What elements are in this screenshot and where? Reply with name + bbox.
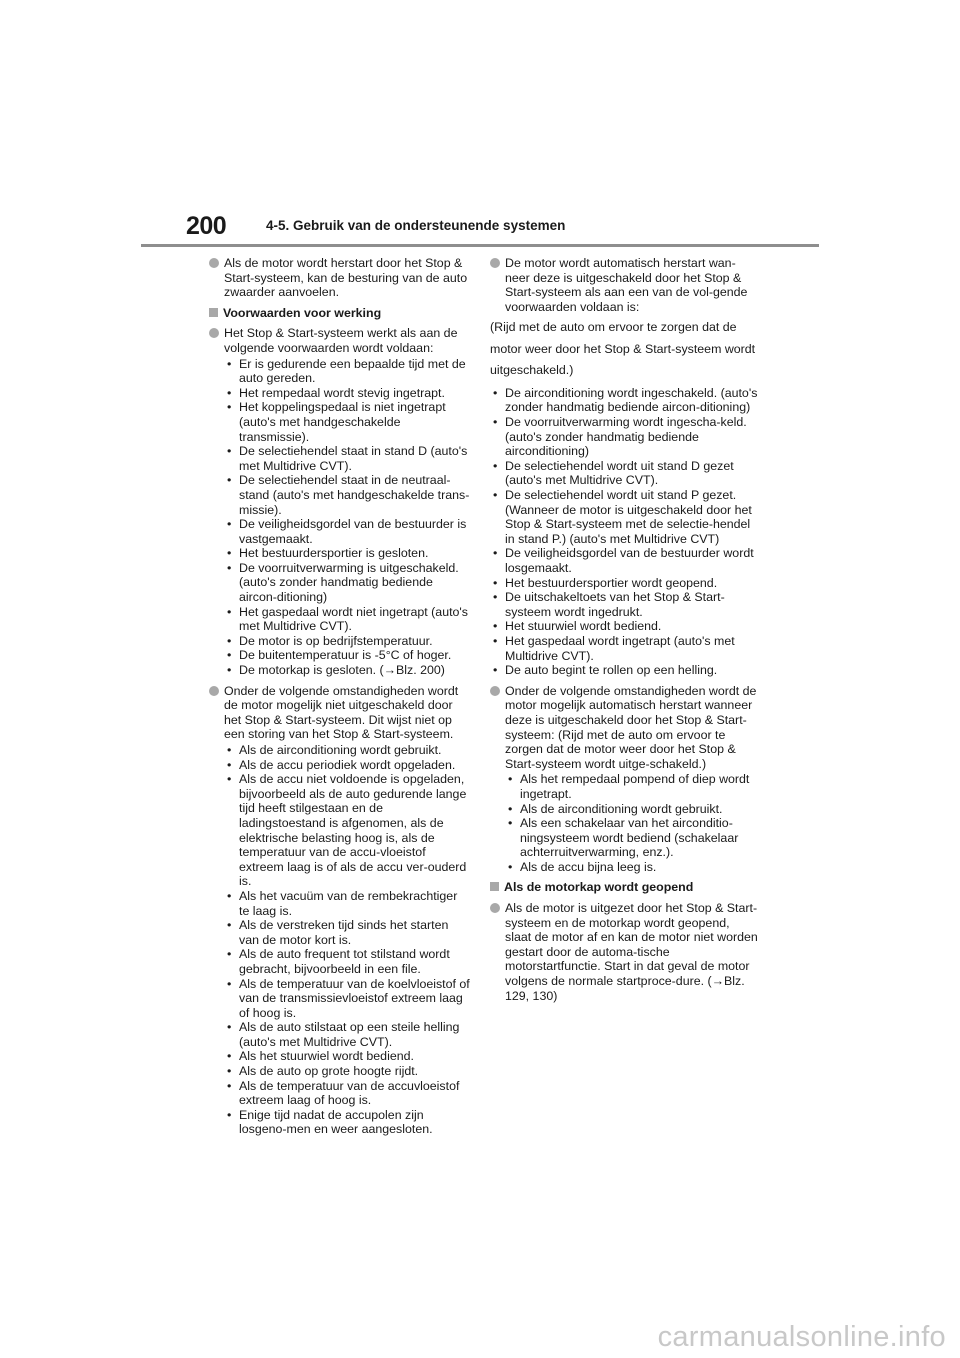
list-dot-icon: • bbox=[227, 976, 232, 991]
list-item-text: Als de accu niet voldoende is opgeladen, bijvoorbeeld als de auto gedurende lange tijd heeft stilgestaan en de ladingstoestand is afgenomen, als de elektrische belasting hoog is, als de temperatuur van de accu-vloeistof extreem laag is of als de accu ver-ouderd is. bbox=[239, 772, 467, 889]
list-item bbox=[224, 1049, 471, 1064]
condition-list bbox=[505, 772, 758, 874]
list-dot-icon: • bbox=[493, 575, 498, 590]
list-item bbox=[224, 889, 471, 918]
list-item-text: Als het vacuüm van de rembekrachtiger te laag is. bbox=[239, 888, 458, 918]
left-column bbox=[209, 256, 471, 1143]
list-item-text: De selectiehendel staat in de neutraal-stand (auto's met handgeschakelde trans-missie). bbox=[239, 473, 470, 517]
list-dot-icon: • bbox=[493, 619, 498, 634]
list-dot-icon: • bbox=[508, 801, 513, 816]
list-item bbox=[224, 1020, 471, 1049]
list-item bbox=[490, 634, 758, 663]
right-column bbox=[490, 256, 758, 1009]
list-dot-icon: • bbox=[227, 385, 232, 400]
bullet-paragraph bbox=[209, 326, 471, 677]
list-item-text: Het bestuurdersportier wordt geopend. bbox=[505, 575, 718, 590]
list-item-text: De auto begint te rollen op een helling. bbox=[505, 663, 718, 678]
watermark: carmanualsonline.info bbox=[657, 1321, 946, 1353]
list-item-text: Enige tijd nadat de accupolen zijn losgeno-men en weer aangesloten. bbox=[239, 1107, 433, 1137]
list-item bbox=[224, 918, 471, 947]
list-item-text: De buitentemperatuur is -5°C of hoger. bbox=[239, 648, 452, 663]
bullet-paragraph bbox=[490, 684, 758, 875]
list-dot-icon: • bbox=[227, 663, 232, 678]
paragraph-text: Onder de volgende omstandigheden wordt de motor mogelijk niet uitgeschakeld door het Stop & Start-systeem. Dit wijst niet op een storing van het Stop & Start-systeem. bbox=[224, 683, 459, 742]
list-item-text: Als de verstreken tijd sinds het starten van de motor kort is. bbox=[239, 918, 449, 947]
list-item bbox=[224, 947, 471, 976]
list-item bbox=[490, 459, 758, 488]
list-item-text: Als de temperatuur van de accuvloeistof extreem laag of hoog is. bbox=[239, 1078, 460, 1108]
list-item-text: Het bestuurdersportier is gesloten. bbox=[239, 546, 429, 561]
list-item-text: Als een schakelaar van het airconditio-ningsysteem wordt bediend (schakelaar achterruitverwarming, enz.). bbox=[520, 816, 739, 860]
list-item bbox=[505, 772, 758, 801]
list-item bbox=[490, 415, 758, 459]
list-item-text: De selectiehendel wordt uit stand D gezet (auto's met Multidrive CVT). bbox=[505, 458, 734, 488]
list-item bbox=[224, 977, 471, 1021]
list-item bbox=[224, 386, 471, 401]
list-dot-icon: • bbox=[508, 772, 513, 787]
list-item-text: De voorruitverwarming is uitgeschakeld. (auto's zonder handmatig bediende aircon-ditioning) bbox=[239, 560, 459, 605]
list-item bbox=[224, 743, 471, 758]
list-item-text: Als de airconditioning wordt gebruikt. bbox=[520, 801, 723, 816]
list-item-text: De uitschakeltoets van het Stop & Start-systeem wordt ingedrukt. bbox=[505, 590, 725, 619]
bullet-paragraph bbox=[209, 684, 471, 1137]
list-dot-icon: • bbox=[227, 356, 232, 371]
list-dot-icon: • bbox=[227, 546, 232, 561]
list-dot-icon: • bbox=[227, 648, 232, 663]
bullet-dot-icon bbox=[209, 258, 219, 268]
subheading-text: Voorwaarden voor werking bbox=[223, 305, 382, 320]
list-item bbox=[505, 860, 758, 875]
list-item-text: Als het stuurwiel wordt bediend. bbox=[239, 1049, 414, 1064]
list-item-text: Het stuurwiel wordt bediend. bbox=[505, 619, 662, 634]
bullet-paragraph bbox=[490, 901, 758, 1003]
list-item-text: Er is gedurende een bepaalde tijd met de auto gereden. bbox=[239, 356, 466, 386]
list-dot-icon: • bbox=[508, 859, 513, 874]
list-item-text: De motor is op bedrijfstemperatuur. bbox=[239, 633, 433, 648]
list-item-text: De veiligheidsgordel van de bestuurder is vastgemaakt. bbox=[239, 517, 467, 546]
list-dot-icon: • bbox=[227, 400, 232, 415]
list-dot-icon: • bbox=[508, 816, 513, 831]
list-item bbox=[224, 444, 471, 473]
note-paragraph: (Rijd met de auto om ervoor te zorgen dat de motor weer door het Stop & Start-systeem wordt uitgeschakeld.) bbox=[490, 320, 756, 378]
list-item-text: De selectiehendel wordt uit stand P gezet. (Wanneer de motor is uitgeschakeld door het Stop & Start-systeem met de selectie-hendel in stand P.) (auto's met Multidrive CVT) bbox=[505, 488, 752, 546]
list-dot-icon: • bbox=[227, 633, 232, 648]
square-bullet-icon bbox=[209, 308, 218, 317]
paragraph-text: De motor wordt automatisch herstart wan-neer deze is uitgeschakeld door het Stop & Start-systeem als aan een van de vol-gende voorwaarden voldaan is: bbox=[505, 256, 748, 314]
list-item bbox=[224, 357, 471, 386]
list-dot-icon: • bbox=[493, 546, 498, 561]
paragraph-text: Als de motor is uitgezet door het Stop & Start-systeem en de motorkap wordt geopend, slaat de motor af en kan de motor niet worden gestart door de automa-tische motorstartfunctie. Start in dat geval de motor volgens de normale startproce-dure. (→Blz. 129, 130) bbox=[505, 901, 758, 1003]
list-item-text: Als het rempedaal pompend of diep wordt ingetrapt. bbox=[520, 772, 750, 801]
bullet-dot-icon bbox=[209, 686, 219, 696]
list-item bbox=[490, 619, 758, 634]
list-item bbox=[490, 576, 758, 591]
list-dot-icon: • bbox=[227, 473, 232, 488]
list-dot-icon: • bbox=[227, 918, 232, 933]
list-dot-icon: • bbox=[227, 743, 232, 757]
condition-list bbox=[224, 357, 471, 678]
list-item bbox=[224, 772, 471, 889]
bullet-dot-icon bbox=[490, 258, 500, 268]
list-item bbox=[224, 546, 471, 561]
list-dot-icon: • bbox=[493, 663, 498, 678]
list-item bbox=[224, 663, 471, 678]
list-item-text: Het gaspedaal wordt ingetrapt (auto's met Multidrive CVT). bbox=[505, 633, 735, 663]
list-item-text: Het gaspedaal wordt niet ingetrapt (auto's met Multidrive CVT). bbox=[239, 604, 468, 634]
subheading-text: Als de motorkap wordt geopend bbox=[504, 880, 694, 895]
list-item-text: De voorruitverwarming wordt ingescha-keld. (auto's zonder handmatig bediende airconditioning) bbox=[505, 415, 747, 459]
list-item-text: De veiligheidsgordel van de bestuurder wordt losgemaakt. bbox=[505, 546, 754, 575]
list-item bbox=[224, 648, 471, 663]
subheading-conditions bbox=[209, 306, 471, 321]
list-dot-icon: • bbox=[493, 633, 498, 648]
bullet-paragraph bbox=[490, 256, 758, 314]
list-item bbox=[224, 517, 471, 546]
list-item bbox=[505, 802, 758, 817]
subheading-hood bbox=[490, 880, 758, 895]
list-item-text: Het koppelingspedaal is niet ingetrapt (auto's met handgeschakelde transmissie). bbox=[239, 400, 446, 444]
list-item bbox=[490, 386, 758, 415]
bullet-dot-icon bbox=[490, 903, 500, 913]
list-item-text: Als de accu periodiek wordt opgeladen. bbox=[239, 757, 456, 772]
list-dot-icon: • bbox=[227, 604, 232, 619]
list-item-text: Als de auto frequent tot stilstand wordt gebracht, bijvoorbeeld in een file. bbox=[239, 947, 450, 976]
bullet-dot-icon bbox=[490, 686, 500, 696]
list-item bbox=[505, 816, 758, 860]
list-item bbox=[490, 488, 758, 546]
list-dot-icon: • bbox=[493, 488, 498, 503]
paragraph-text: Als de motor wordt herstart door het Stop & Start-systeem, kan de besturing van de auto zwaarder aanvoelen. bbox=[224, 256, 468, 300]
list-item bbox=[224, 605, 471, 634]
list-item bbox=[490, 546, 758, 575]
list-item bbox=[224, 473, 471, 517]
list-item bbox=[224, 1079, 471, 1108]
list-item bbox=[224, 758, 471, 773]
list-item bbox=[224, 1108, 471, 1137]
condition-list bbox=[490, 386, 758, 678]
square-bullet-icon bbox=[490, 882, 499, 891]
header-rule bbox=[141, 244, 819, 247]
list-dot-icon: • bbox=[227, 1020, 232, 1035]
list-item-text: De airconditioning wordt ingeschakeld. (auto's zonder handmatig bediende aircon-ditioning) bbox=[505, 385, 758, 415]
page-number: 200 bbox=[186, 212, 227, 240]
list-item-text: Als de accu bijna leeg is. bbox=[520, 859, 657, 874]
list-dot-icon: • bbox=[227, 1049, 232, 1064]
list-dot-icon: • bbox=[227, 560, 232, 575]
section-title: 4-5. Gebruik van de ondersteunende systemen bbox=[266, 218, 566, 233]
list-item-text: Het rempedaal wordt stevig ingetrapt. bbox=[239, 385, 445, 400]
list-dot-icon: • bbox=[227, 517, 232, 532]
paragraph-text: Onder de volgende omstandigheden wordt de motor mogelijk automatisch herstart wanneer deze is uitgeschakeld door het Stop & Start-systeem: (Rijd met de auto om ervoor te zorgen dat de motor weer door het Stop & Start-systeem wordt uitge-schakeld.) bbox=[505, 683, 757, 771]
bullet-dot-icon bbox=[209, 328, 219, 338]
list-item bbox=[224, 561, 471, 605]
bullet-paragraph bbox=[209, 256, 471, 300]
list-dot-icon: • bbox=[227, 757, 232, 772]
list-dot-icon: • bbox=[227, 772, 232, 787]
list-dot-icon: • bbox=[227, 444, 232, 459]
list-dot-icon: • bbox=[227, 1078, 232, 1093]
condition-list bbox=[224, 743, 471, 1137]
list-item-text: De selectiehendel staat in stand D (auto's met Multidrive CVT). bbox=[239, 444, 468, 473]
list-dot-icon: • bbox=[493, 385, 498, 400]
list-item bbox=[224, 634, 471, 649]
list-dot-icon: • bbox=[493, 458, 498, 473]
list-item-text: Als de auto op grote hoogte rijdt. bbox=[239, 1064, 419, 1079]
list-item-text: Als de temperatuur van de koelvloeistof of van de transmissievloeistof extreem laag of hoog is. bbox=[239, 976, 470, 1020]
list-dot-icon: • bbox=[493, 590, 498, 605]
list-item-text: De motorkap is gesloten. (→Blz. 200) bbox=[239, 663, 445, 678]
list-item bbox=[490, 590, 758, 619]
list-dot-icon: • bbox=[493, 415, 498, 430]
list-dot-icon: • bbox=[227, 1107, 232, 1122]
list-item bbox=[224, 400, 471, 444]
list-item bbox=[490, 663, 758, 678]
list-dot-icon: • bbox=[227, 1064, 232, 1079]
list-item-text: Als de auto stilstaat op een steile helling (auto's met Multidrive CVT). bbox=[239, 1020, 460, 1049]
paragraph-text: Het Stop & Start-systeem werkt als aan de volgende voorwaarden wordt voldaan: bbox=[224, 326, 458, 355]
list-item bbox=[224, 1064, 471, 1079]
list-dot-icon: • bbox=[227, 888, 232, 903]
list-item-text: Als de airconditioning wordt gebruikt. bbox=[239, 743, 442, 757]
list-dot-icon: • bbox=[227, 947, 232, 962]
